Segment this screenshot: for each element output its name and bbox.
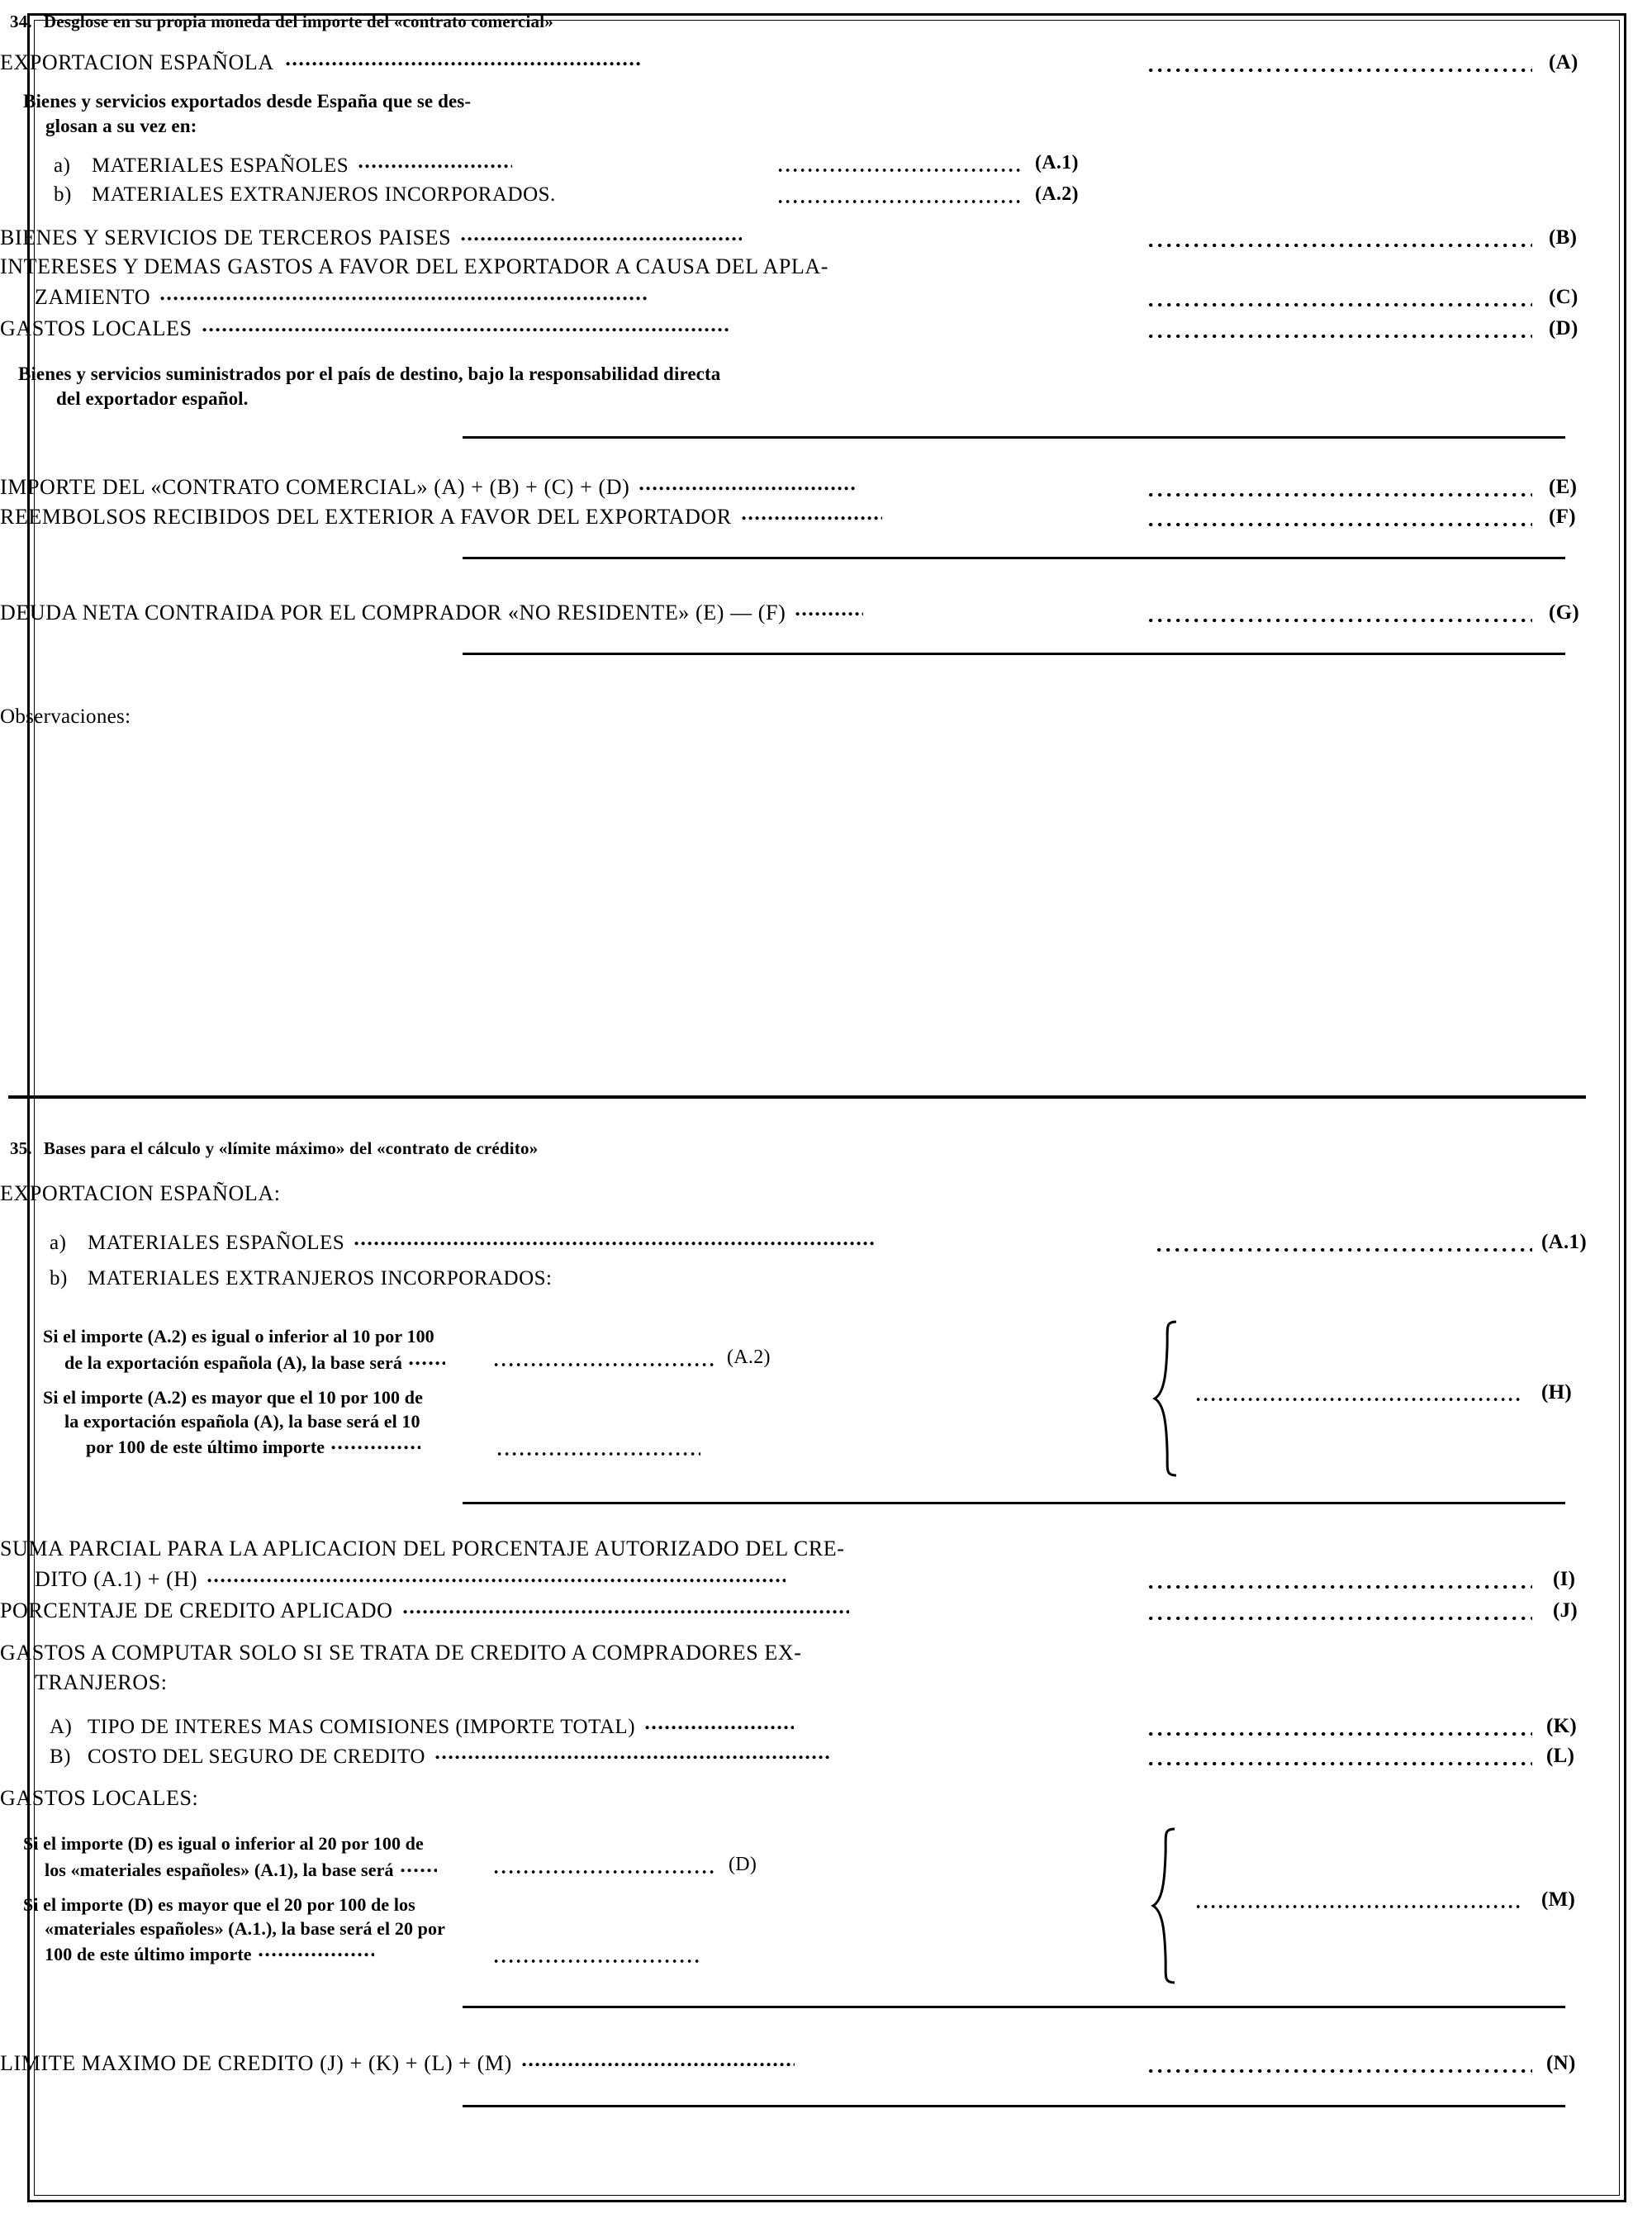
row-exportacion-espanola	[0, 50, 641, 75]
materiales-extranjeros-label: MATERIALES EXTRANJEROS INCORPORADOS.	[92, 183, 556, 206]
value-leader-i[interactable]	[1148, 1576, 1532, 1598]
row-materiales-espanoles	[54, 152, 512, 178]
tag-35-a1: (A.1)	[1541, 1231, 1587, 1253]
section-divider	[8, 1095, 1586, 1099]
gastos-locales-label: GASTOS LOCALES	[0, 316, 192, 340]
value-leader-a2[interactable]	[778, 192, 1022, 211]
divider-below-total-g	[463, 653, 1565, 655]
divider-below-credit-limit	[463, 2105, 1565, 2107]
ellipsis-leader	[461, 223, 742, 243]
materiales-espanoles-label: MATERIALES ESPAÑOLES	[88, 1232, 345, 1254]
section-35-heading	[10, 1138, 538, 1159]
condition-m-1	[23, 1832, 461, 1882]
section-34-number: 34.	[10, 12, 32, 31]
row-intereses-gastos-line1: INTERESES Y DEMAS GASTOS A FAVOR DEL EXPORTADOR A CAUSA DEL APLA-	[0, 254, 829, 278]
value-leader-b[interactable]	[1148, 235, 1532, 256]
row-35-gastos-locales-heading: GASTOS LOCALES:	[0, 1786, 199, 1810]
row-gastos-computar-line1: GASTOS A COMPUTAR SOLO SI SE TRATA DE CREDITO A COMPRADORES EX-	[0, 1641, 802, 1665]
tag-b: (B)	[1549, 226, 1578, 249]
condition-m-2-line2: «materiales españoles» (A.1.), la base será el 20 por	[45, 1917, 445, 1939]
ellipsis-leader	[202, 314, 731, 334]
ellipsis-leader	[160, 283, 649, 302]
ellipsis-leader	[742, 502, 882, 522]
tag-n: (N)	[1546, 2052, 1576, 2074]
tag-f: (F)	[1549, 506, 1576, 528]
row-35-materiales-espanoles	[50, 1229, 875, 1255]
ellipsis-leader	[435, 1741, 832, 1761]
bienes-terceros-paises-label: BIENES Y SERVICIOS DE TERCEROS PAISES	[0, 226, 452, 249]
local-note-line1: Bienes y servicios suministrados por el país de destino, bajo la responsabilidad directa	[18, 363, 721, 384]
intereses-gastos-label2: ZAMIENTO	[35, 285, 151, 309]
ellipsis-leader	[354, 1228, 875, 1247]
export-note-line1: Bienes y servicios exportados desde España que se des-	[23, 91, 472, 112]
section-34-heading	[10, 12, 553, 32]
condition-m-2	[23, 1893, 469, 1967]
condition-h-1-line1: Si el importe (A.2) es igual o inferior al 10 por 100	[43, 1326, 434, 1347]
ellipsis-leader	[795, 598, 863, 618]
tag-e: (E)	[1549, 476, 1578, 498]
tag-h: (H)	[1541, 1381, 1572, 1404]
condition-h-2	[43, 1386, 464, 1460]
divider-above-total-g	[463, 557, 1565, 559]
value-leader-d[interactable]	[1148, 325, 1532, 347]
limite-maximo-label: LIMITE MAXIMO DE CREDITO (J) + (K) + (L) + (M)	[0, 2051, 512, 2075]
tag-j: (J)	[1553, 1599, 1578, 1622]
tag-i: (I)	[1553, 1568, 1576, 1590]
brace-h	[1151, 1320, 1188, 1477]
tag-a2: (A.2)	[1035, 183, 1079, 205]
ellipsis-leader	[331, 1432, 420, 1451]
row-materiales-extranjeros	[54, 183, 556, 207]
tag-a: (A)	[1549, 51, 1578, 74]
value-leader-d-inner[interactable]	[494, 1862, 715, 1882]
row-bienes-terceros-paises	[0, 225, 742, 250]
ellipsis-leader	[259, 1939, 374, 1959]
tag-l: (L)	[1546, 1745, 1575, 1767]
ellipsis-leader	[639, 473, 856, 492]
marker-b: b)	[50, 1267, 68, 1290]
materiales-espanoles-label: MATERIALES ESPAÑOLES	[92, 154, 349, 177]
value-leader-m-2[interactable]	[494, 1951, 700, 1971]
section-35-title: Bases para el cálculo y «límite máximo» del «contrato de crédito»	[43, 1138, 539, 1158]
exportacion-espanola-label: EXPORTACION ESPAÑOLA	[0, 50, 274, 74]
condition-h-2-line2: la exportación española (A), la base será el 10	[64, 1410, 420, 1432]
condition-h-1	[43, 1325, 456, 1375]
materiales-extranjeros-label: MATERIALES EXTRANJEROS INCORPORADOS:	[88, 1267, 553, 1290]
row-suma-parcial-line1: SUMA PARCIAL PARA LA APLICACION DEL PORCENTAJE AUTORIZADO DEL CRE-	[0, 1537, 845, 1560]
row-intereses-gastos-line2	[35, 284, 649, 310]
row-deuda-neta	[0, 600, 863, 625]
row-importe-contrato-comercial	[0, 474, 856, 500]
value-leader-h-2[interactable]	[497, 1444, 700, 1464]
costo-seguro-label: COSTO DEL SEGURO DE CREDITO	[88, 1746, 425, 1768]
tag-k: (K)	[1546, 1715, 1577, 1737]
marker-a-upper: A)	[50, 1716, 73, 1738]
ellipsis-leader	[358, 150, 512, 170]
importe-contrato-label: IMPORTE DEL «CONTRATO COMERCIAL» (A) + (B) + (C) + (D)	[0, 475, 630, 499]
local-note-line2: del exportador español.	[56, 388, 249, 409]
export-note-line2: glosan a su vez en:	[45, 116, 197, 136]
brace-m	[1150, 1827, 1186, 1984]
row-gastos-computar-line2: TRANJEROS:	[35, 1670, 168, 1694]
tag-a1: (A.1)	[1035, 152, 1079, 173]
value-leader-l[interactable]	[1148, 1753, 1532, 1774]
tag-m: (M)	[1541, 1888, 1576, 1911]
divider-above-total-e	[463, 436, 1565, 439]
section-35-export-heading: EXPORTACION ESPAÑOLA:	[0, 1181, 281, 1205]
value-leader-n[interactable]	[1148, 2060, 1532, 2082]
ellipsis-leader	[286, 48, 641, 68]
observations-label: Observaciones:	[0, 705, 131, 728]
row-suma-parcial-line2	[35, 1566, 786, 1592]
ellipsis-leader	[207, 1565, 786, 1584]
condition-h-2-line1: Si el importe (A.2) es mayor que el 10 por 100 de	[43, 1387, 423, 1408]
value-leader-k[interactable]	[1148, 1723, 1532, 1745]
porcentaje-credito-label: PORCENTAJE DE CREDITO APLICADO	[0, 1598, 393, 1622]
marker-b: b)	[54, 183, 72, 206]
deuda-neta-label: DEUDA NETA CONTRAIDA POR EL COMPRADOR «NO RESIDENTE» (E) — (F)	[0, 601, 786, 625]
row-costo-seguro-credito	[50, 1743, 832, 1769]
condition-m-2-line3: 100 de este último importe	[45, 1944, 252, 1965]
ellipsis-leader	[645, 1712, 794, 1731]
row-reembolsos-recibidos	[0, 504, 882, 530]
tag-d-inner: (D)	[729, 1854, 757, 1875]
row-porcentaje-credito	[0, 1598, 849, 1623]
condition-m-1-line1: Si el importe (D) es igual o inferior al 20 por 100 de	[23, 1833, 424, 1854]
reembolsos-label: REEMBOLSOS RECIBIDOS DEL EXTERIOR A FAVOR DEL EXPORTADOR	[0, 505, 732, 529]
marker-a: a)	[50, 1232, 67, 1254]
value-leader-a[interactable]	[1148, 59, 1532, 81]
value-leader-e[interactable]	[1148, 484, 1532, 506]
observations-field[interactable]	[0, 735, 1569, 975]
value-leader-j[interactable]	[1148, 1608, 1532, 1629]
tag-g: (G)	[1549, 601, 1579, 624]
ellipsis-leader	[403, 1596, 849, 1616]
value-leader-g[interactable]	[1148, 610, 1532, 631]
condition-h-2-line3: por 100 de este último importe	[86, 1437, 325, 1458]
value-leader-f[interactable]	[1148, 514, 1532, 535]
section-34-title: Desglose en su propia moneda del importe del «contrato comercial»	[43, 12, 553, 31]
condition-m-2-line1: Si el importe (D) es mayor que el 20 por 100 de los	[23, 1894, 415, 1915]
value-leader-a2-inner[interactable]	[494, 1355, 714, 1375]
divider-above-subtotal-i	[463, 1502, 1565, 1504]
value-leader-m[interactable]	[1196, 1897, 1522, 1917]
ellipsis-leader	[409, 1347, 445, 1367]
value-leader-c[interactable]	[1148, 294, 1532, 316]
condition-h-1-line2: de la exportación española (A), la base será	[64, 1351, 402, 1373]
tipo-interes-label: TIPO DE INTERES MAS COMISIONES (IMPORTE TOTAL)	[88, 1716, 636, 1738]
ellipsis-leader	[401, 1855, 437, 1874]
suma-parcial-label2: DITO (A.1) + (H)	[35, 1567, 198, 1591]
divider-above-credit-limit	[463, 2006, 1565, 2008]
value-leader-35-a1[interactable]	[1156, 1239, 1532, 1261]
value-leader-h[interactable]	[1196, 1389, 1522, 1409]
row-limite-maximo-credito	[0, 2050, 795, 2076]
tag-d: (D)	[1549, 317, 1578, 340]
tag-a2-inner: (A.2)	[727, 1347, 771, 1368]
marker-b-upper: B)	[50, 1746, 71, 1768]
row-gastos-locales	[0, 316, 731, 341]
marker-a: a)	[54, 154, 71, 177]
ellipsis-leader	[522, 2049, 795, 2069]
value-leader-a1[interactable]	[778, 160, 1022, 180]
tag-c: (C)	[1549, 286, 1578, 308]
condition-m-1-line2: los «materiales españoles» (A.1), la base será	[45, 1859, 394, 1880]
section-35-number: 35.	[10, 1138, 32, 1158]
row-tipo-interes-comisiones	[50, 1713, 794, 1739]
row-35-materiales-extranjeros	[50, 1267, 553, 1290]
